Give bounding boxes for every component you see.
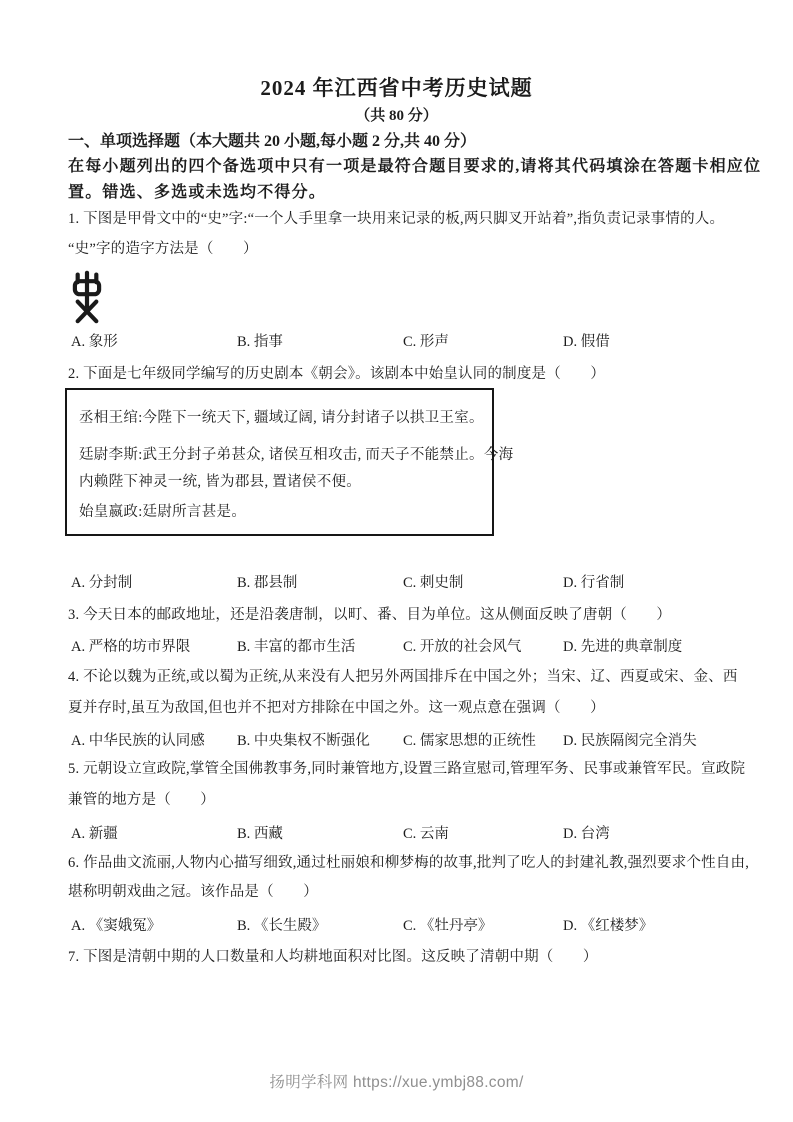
q4-option-c: C. 儒家思想的正统性 (403, 733, 536, 749)
q2-text-line-1: 2. 下面是七年级同学编写的历史剧本《朝会》。该剧本中始皇认同的制度是（ ） (68, 366, 606, 382)
q4-option-a: A. 中华民族的认同感 (71, 733, 205, 749)
q4-option-b: B. 中央集权不断强化 (237, 733, 370, 749)
q1-options-row (71, 330, 731, 350)
q7-text-line-1: 7. 下图是清朝中期的人口数量和人均耕地面积对比图。这反映了清朝中期（ ） (68, 949, 598, 965)
q4-options-row (71, 729, 731, 749)
q2-option-a: A. 分封制 (71, 575, 133, 591)
oracle-bone-shi-glyph-icon (66, 270, 108, 324)
exam-title: 2024 年江西省中考历史试题 (260, 76, 533, 100)
q5-option-b: B. 西藏 (237, 826, 283, 842)
instruction-line-2: 置。错选、多选或未选均不得分。 (68, 184, 327, 201)
q6-option-b: B. 《长生殿》 (237, 918, 327, 934)
q3-option-d: D. 先进的典章制度 (563, 639, 683, 655)
q2-option-c: C. 刺史制 (403, 575, 464, 591)
watermark-site-name: 扬明学科网 (269, 1074, 349, 1091)
q2-option-b: B. 郡县制 (237, 575, 298, 591)
script-line-4: 始皇嬴政:廷尉所言甚是。 (79, 504, 247, 520)
q3-option-b: B. 丰富的都市生活 (237, 639, 356, 655)
q6-option-c: C. 《牡丹亭》 (403, 918, 493, 934)
q6-option-a: A. 《窦娥冤》 (71, 918, 162, 934)
q4-text-line-2: 夏并存时,虽互为敌国,但也并不把对方排除在中国之外。这一观点意在强调（ ） (68, 700, 605, 716)
q5-text-line-1: 5. 元朝设立宣政院,掌管全国佛教事务,同时兼管地方,设置三路宣慰司,管理军务、民事或兼管军民。宣政院 (68, 761, 746, 777)
q4-option-d: D. 民族隔阂完全消失 (563, 733, 697, 749)
q6-text-line-1: 6. 作品曲文流丽,人物内心描写细致,通过杜丽娘和柳梦梅的故事,批判了吃人的封建礼教,强烈要求个性自由, (68, 855, 750, 871)
total-score-note: （共 80 分） (355, 108, 438, 124)
q3-option-a: A. 严格的坊市界限 (71, 639, 191, 655)
q1-option-c: C. 形声 (403, 334, 449, 350)
q6-option-d: D. 《红楼梦》 (563, 918, 654, 934)
section-heading: 一、单项选择题（本大题共 20 小题,每小题 2 分,共 40 分） (68, 133, 477, 150)
q1-option-b: B. 指事 (237, 334, 283, 350)
q3-text-line-1: 3. 今天日本的邮政地址，还是沿袭唐制，以町、番、目为单位。这从侧面反映了唐朝（ ） (68, 607, 672, 623)
q1-option-d: D. 假借 (563, 334, 610, 350)
q1-text-line-1: 1. 下图是甲骨文中的“史”字:“一个人手里拿一块用来记录的板,两只脚叉开站着”,指负责记录事情的人。 (68, 211, 725, 227)
q3-option-c: C. 开放的社会风气 (403, 639, 522, 655)
q2-option-d: D. 行省制 (563, 575, 625, 591)
script-line-3: 内赖陛下神灵一统, 皆为郡县, 置诸侯不便。 (79, 474, 362, 490)
footer-watermark (0, 1070, 793, 1092)
q4-text-line-1: 4. 不论以魏为正统,或以蜀为正统,从来没有人把另外两国排斥在中国之外；当宋、辽、西夏或宋、金、西 (68, 669, 738, 685)
q3-options-row (71, 635, 731, 655)
q5-text-line-2: 兼管的地方是（ ） (68, 792, 215, 808)
q2-script-box (65, 388, 514, 536)
q1-text-line-2: “史”字的造字方法是（ ） (68, 241, 258, 257)
script-line-1: 丞相王绾:今陛下一统天下, 疆域辽阔, 请分封诸子以拱卫王室。 (79, 410, 484, 426)
q6-options-row (71, 914, 731, 934)
q5-option-a: A. 新疆 (71, 826, 118, 842)
watermark-url: https://xue.ymbj88.com/ (353, 1074, 524, 1091)
q6-text-line-2: 堪称明朝戏曲之冠。该作品是（ ） (68, 884, 318, 900)
q5-option-c: C. 云南 (403, 826, 449, 842)
q5-options-row (71, 822, 731, 842)
q2-options-row (71, 571, 731, 591)
instruction-line-1: 在每小题列出的四个备选项中只有一项是最符合题目要求的,请将其代码填涂在答题卡相应位 (68, 158, 762, 175)
script-line-2: 廷尉李斯:武王分封子弟甚众, 诸侯互相攻击, 而天子不能禁止。今海 (79, 447, 514, 463)
q5-option-d: D. 台湾 (563, 826, 610, 842)
q1-option-a: A. 象形 (71, 334, 118, 350)
